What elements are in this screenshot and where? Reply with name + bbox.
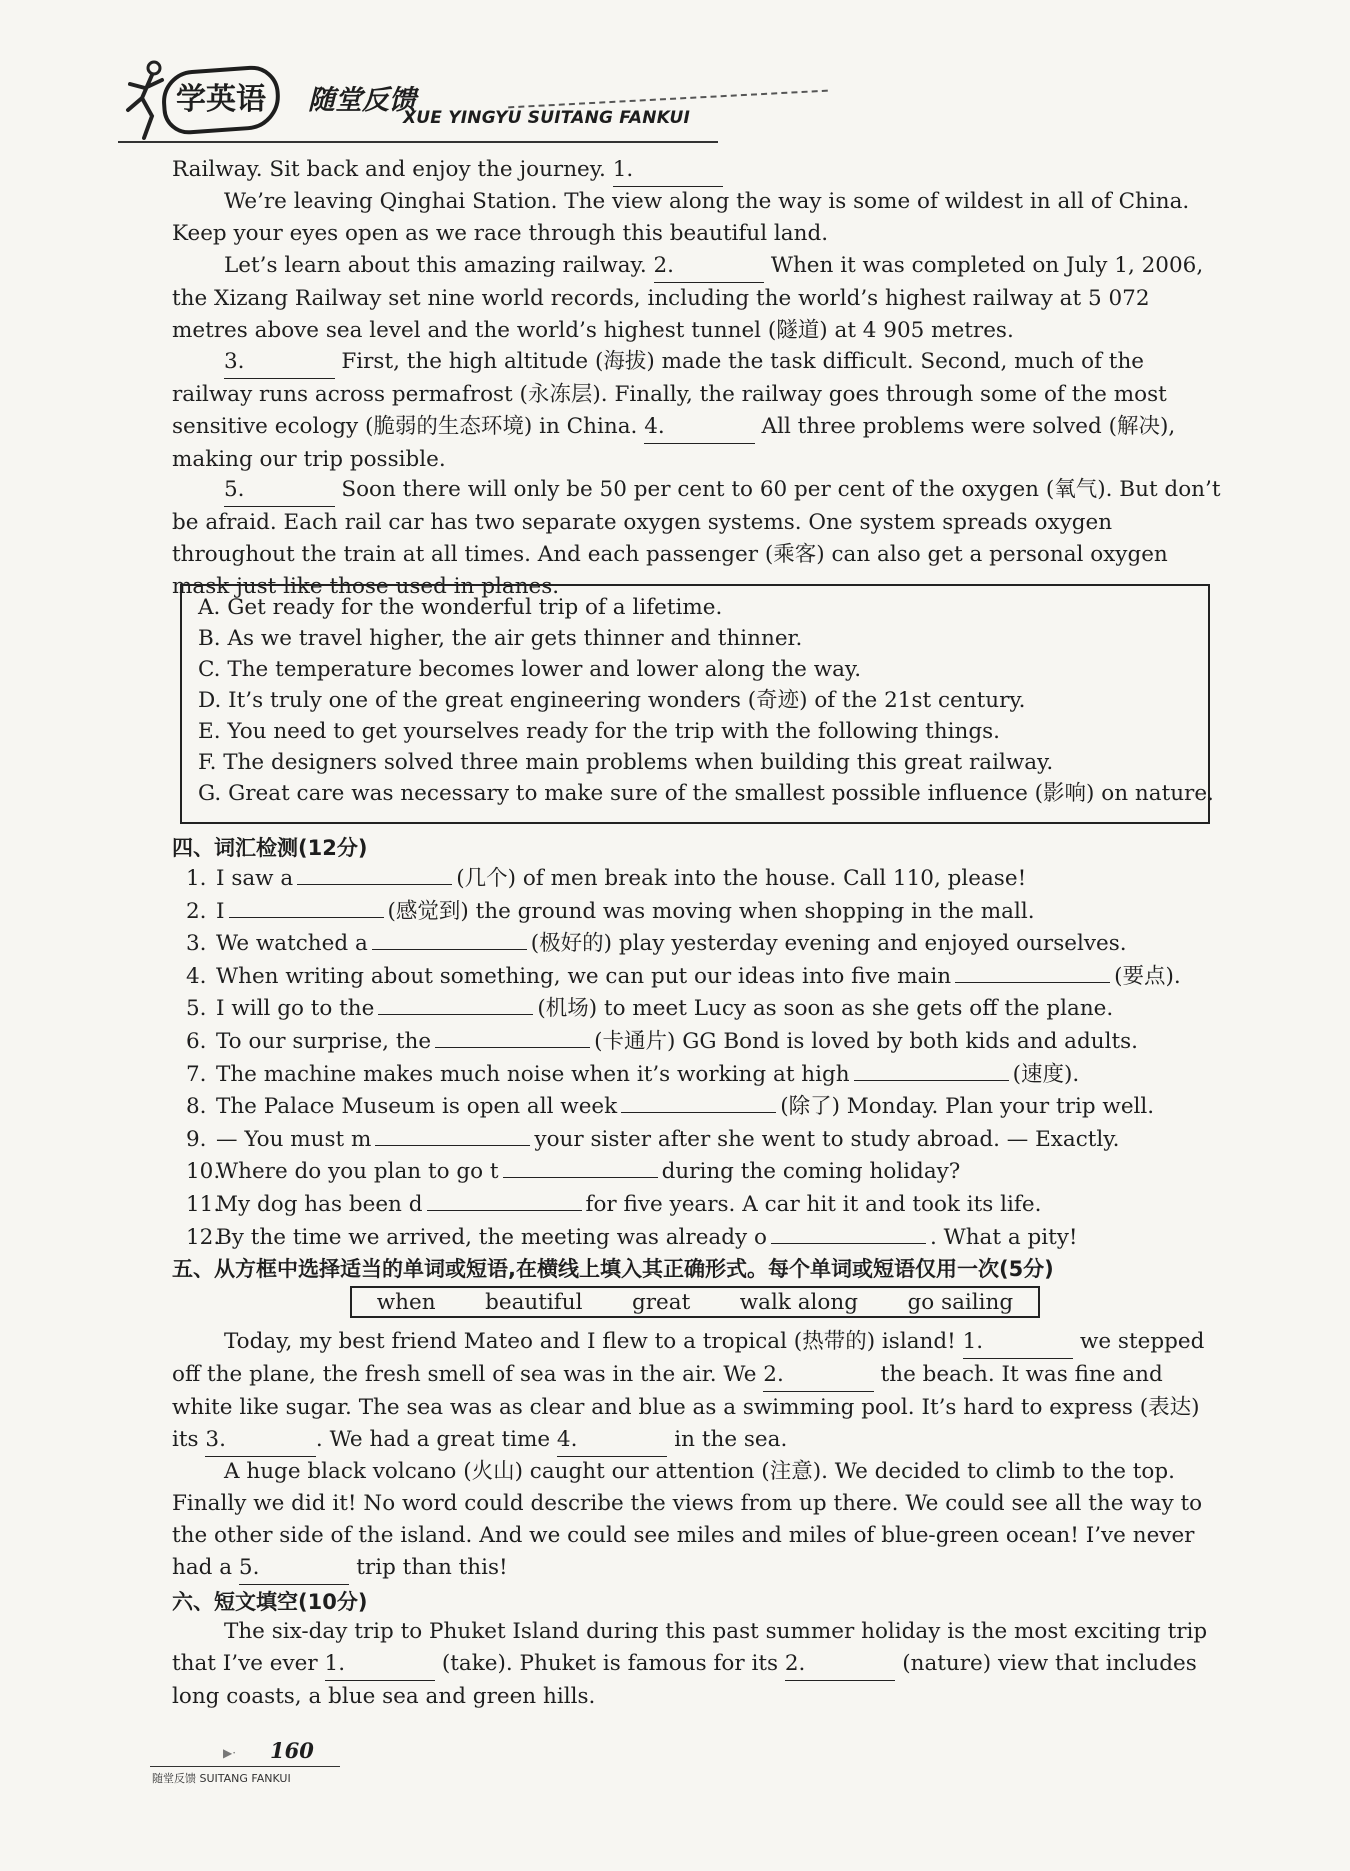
item-text-after: (速度). [1012,1061,1080,1087]
vocab-list [186,862,1226,1253]
answer-blank[interactable] [771,1221,926,1244]
item-text-after: (几个) of men break into the house. Call 110, please! [456,866,1027,891]
header-divider [118,141,718,143]
answer-blank[interactable]: 2. [785,1648,896,1681]
cloze-paragraph: The six-day trip to Phuket Island during this past summer holiday is the most exciting trip that I’ve ever 1. (take). Phuket is famous for its 2. (nature) view that includes long coasts, a blue sea and green hills. [172,1619,1208,1709]
reading-paragraph: We’re leaving Qinghai Station. The view along the way is some of wildest in all of China. Keep your eyes open as we race through this beautiful land. [172,189,1190,246]
answer-blank[interactable] [372,927,527,950]
option-item: B. As we travel higher, the air gets thinner and thinner. [198,626,803,651]
answer-blank[interactable] [854,1058,1009,1081]
answer-blank[interactable]: 1. [963,1326,1074,1359]
vocab-item [186,1188,1226,1221]
item-text-before: By the time we arrived, the meeting was already o [216,1224,767,1250]
item-text-after: (感觉到) the ground was moving when shopping in the mall. [387,898,1035,924]
item-text-after: (卡通片) GG Bond is loved by both kids and adults. [594,1028,1138,1054]
item-text-after: during the coming holiday? [661,1159,961,1185]
item-text-before: Where do you plan to go t [216,1159,499,1185]
footer-divider [150,1766,340,1767]
item-number: 2. [186,898,207,924]
answer-blank[interactable]: 2. [654,250,765,283]
item-text-after: (除了) Monday. Plan your trip well. [780,1094,1155,1120]
vocab-item [186,1058,1226,1091]
item-text-after: for five years. A car hit it and took its life. [585,1191,1042,1217]
answer-blank[interactable]: 5. [224,474,335,507]
vocab-item [186,1090,1226,1123]
answer-blank[interactable] [503,1155,658,1178]
item-text-after: (机场) to meet Lucy as soon as she gets off the plane. [537,996,1114,1022]
vocab-item [186,1221,1226,1254]
vocab-item [186,1025,1226,1058]
answer-blank[interactable] [955,960,1110,983]
brand-subtitle: 随堂反馈 [308,85,416,116]
vocab-item [186,895,1226,928]
item-number: 9. [186,1126,207,1152]
item-number: 8. [186,1094,207,1120]
item-text-after: . What a pity! [929,1224,1078,1250]
item-number: 1. [186,866,207,891]
item-text-before: The Palace Museum is open all week [216,1094,618,1120]
item-text-before: My dog has been d [216,1191,423,1217]
answer-blank[interactable] [435,1025,590,1048]
answer-blank[interactable]: 3. [224,346,335,379]
word-bank-item: when [376,1289,436,1315]
item-text-before: I saw a [216,866,294,891]
cloze-paragraph: Today, my best friend Mateo and I flew to a tropical (热带的) island! 1. we stepped off the plane, the fresh smell of sea was in the air. We 2. the beach. It was fine and white like sugar. The sea was as clear and blue as a swimming pool. It’s hard to express (表达) its 3. . We had a great time 4. in the sea. [172,1326,1224,1457]
reading-paragraph: Let’s learn about this amazing railway. 2. When it was completed on July 1, 2006, the Xizang Railway set nine world records, including the world’s highest railway at 5 072 metres above sea level and the world’s highest tunnel (隧道) at 4 905 metres. [172,250,1224,347]
section-title: 四、词汇检测(12分) [172,836,368,860]
answer-blank[interactable]: 3. [205,1424,316,1457]
vocab-item [186,960,1226,993]
answer-blank[interactable]: 1. [613,154,724,187]
answer-blank[interactable]: 4. [557,1424,668,1457]
brand-pinyin: XUE YINGYU SUITANG FANKUI [403,108,691,128]
item-text-after: (极好的) play yesterday evening and enjoyed ourselves. [530,931,1127,957]
section-title: 五、从方框中选择适当的单词或短语,在横线上填入其正确形式。每个单词或短语仅用一次(5分) [172,1257,1054,1281]
item-text-before: To our surprise, the [216,1028,432,1054]
answer-blank[interactable]: 5. [239,1552,350,1585]
section-title: 六、短文填空(10分) [172,1590,368,1614]
option-item: C. The temperature becomes lower and lower along the way. [198,657,862,682]
item-number: 3. [186,931,207,957]
header-decoration [508,90,828,109]
item-text-before: When writing about something, we can put our ideas into five main [216,963,952,989]
reading-paragraph: 3. First, the high altitude (海拔) made the task difficult. Second, much of the railway runs across permafrost (永冻层). Finally, the railway goes through some of the most sensitive ecology (脆弱的生态环境) in China. 4. All three problems were solved (解决), making our trip possible. [172,346,1224,476]
answer-blank[interactable] [621,1090,776,1113]
item-text-before: We watched a [216,931,368,957]
answer-blank[interactable] [229,895,384,918]
word-bank-item: great [632,1289,691,1315]
answer-blank[interactable] [378,992,533,1015]
vocab-item [186,927,1226,960]
item-text-before: — You must m [216,1126,372,1152]
option-item: D. It’s truly one of the great engineering wonders (奇迹) of the 21st century. [198,688,1026,713]
item-number: 7. [186,1061,207,1087]
item-text-after: (要点). [1114,963,1181,989]
word-bank [350,1286,1040,1318]
answer-blank[interactable]: 4. [644,411,755,444]
page-number: 160 [270,1738,314,1763]
page-header [118,48,1228,158]
arrow-icon: ▶· [223,1746,237,1760]
vocab-item [186,992,1226,1025]
item-number: 10. [186,1159,221,1185]
item-text-before: I [216,898,225,924]
option-item: E. You need to get yourselves ready for the trip with the following things. [198,719,1000,744]
item-number: 12. [186,1224,221,1250]
option-item: A. Get ready for the wonderful trip of a lifetime. [198,595,723,620]
brand-logo [168,66,274,126]
brand-title: 学英语 [176,82,266,117]
footer-brand: 随堂反馈 SUITANG FANKUI [152,1772,291,1785]
item-number: 6. [186,1028,207,1054]
vocab-item [186,862,1226,895]
item-number: 5. [186,996,207,1022]
reading-paragraph: Railway. Sit back and enjoy the journey. 1. [172,154,1224,187]
cloze-paragraph: A huge black volcano (火山) caught our attention (注意). We decided to climb to the top. Finally we did it! No word could describe the views from up there. We could see all the way to the other side of the island. And we could see miles and miles of blue-green ocean! I’ve never had a 5. trip than this! [172,1456,1224,1585]
answer-blank[interactable]: 1. [325,1648,436,1681]
reading-paragraph: 5. Soon there will only be 50 per cent to 60 per cent of the oxygen (氧气). But don’t be afraid. Each rail car has two separate oxygen systems. One system spreads oxygen throughout the train at all times. And each passenger (乘客) can also get a personal oxygen mask just like those used in planes. [172,474,1224,603]
item-number: 4. [186,963,207,989]
options-box [180,584,1214,824]
item-text-before: I will go to the [216,996,375,1022]
word-bank-item: walk along [739,1289,858,1315]
answer-blank[interactable] [297,862,452,885]
item-text-after: your sister after she went to study abroad. — Exactly. [534,1126,1120,1152]
answer-blank[interactable]: 2. [763,1359,874,1392]
option-item: G. Great care was necessary to make sure of the smallest possible influence (影响) on nature. [198,781,1214,806]
vocab-item [186,1155,1226,1188]
word-bank-item: beautiful [485,1289,583,1315]
item-number: 11. [186,1191,221,1217]
word-bank-item: go sailing [907,1289,1014,1315]
vocab-item [186,1123,1226,1156]
answer-blank[interactable] [375,1123,530,1146]
option-item: F. The designers solved three main problems when building this great railway. [198,750,1054,775]
item-text-before: The machine makes much noise when it’s working at high [216,1061,850,1087]
answer-blank[interactable] [427,1188,582,1211]
